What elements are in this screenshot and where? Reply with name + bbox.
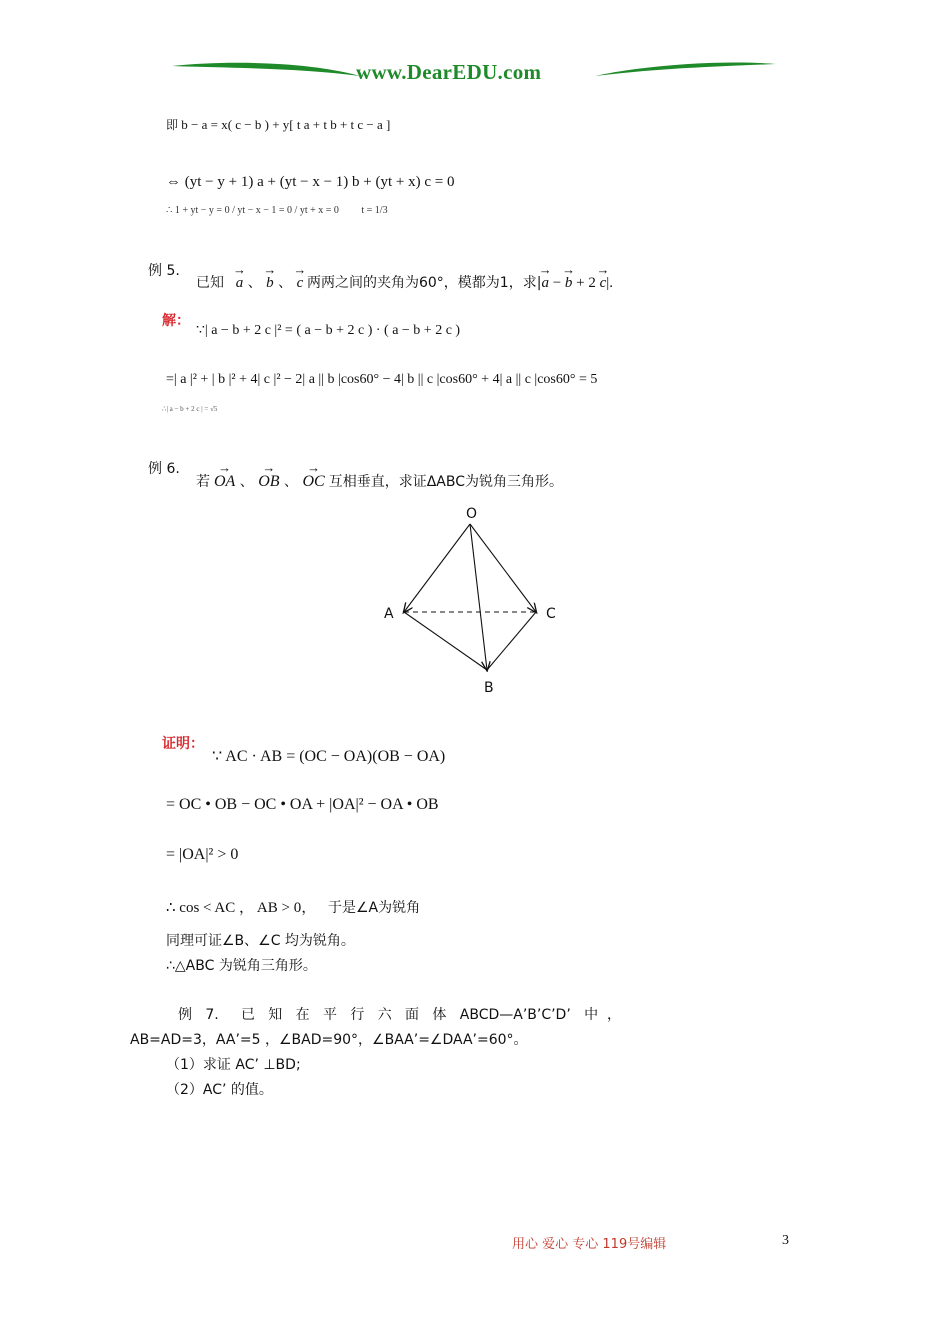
ex7-line1: 例 7. 已 知 在 平 行 六 面 体 ABCD—A’B’C’D’ 中 ，: [178, 1007, 622, 1023]
ex5-sol-line3: ∴| a − b + 2 c | = √5: [162, 405, 218, 413]
edge-AB: [404, 612, 487, 670]
header-site: www.DearEDU.com: [356, 60, 542, 84]
ex6-proof-line3: = |OA|² > 0: [166, 846, 239, 863]
ex5-label: 例 5.: [148, 263, 180, 279]
ex6-proof-line4: ∴ cos < AC ， AB > 0， 于是∠A为锐角: [166, 900, 421, 916]
vertex-O: O: [466, 506, 478, 522]
header-swoosh-left: [172, 63, 360, 76]
ex6-proof-line1: ∵ AC · AB = (OC − OA)(OB − OA): [212, 748, 446, 765]
top-line3: ∴ 1 + yt − y = 0 / yt − x − 1 = 0 / yt + x = 0 t = 1/3: [166, 205, 388, 216]
top-line1-eq: b − a = x( c − b ) + y[ t a + t b + t c − a ]: [181, 117, 391, 132]
ex6-statement: 若 → OA 、 → OB 、 → OC 互相垂直，求证ΔABC为锐角三角形。: [196, 471, 563, 491]
vertex-A: A: [384, 606, 394, 622]
ex7-line2: AB=AD=3，AA’=5 ，∠BAD=90°，∠BAA’=∠DAA’=60°。: [130, 1032, 528, 1048]
ex6-proof-line6: ∴△ABC 为锐角三角形。: [166, 958, 317, 974]
edge-OA: [404, 524, 470, 612]
edge-OB: [470, 524, 487, 670]
ex5-sol-line2: =| a |² + | b |² + 4| c |² − 2| a || b |cos60° − 4| b || c |cos60° + 4| a || c |cos60° = 5: [166, 372, 598, 387]
ex7-q1: （1）求证 AC’ ⊥BD;: [166, 1057, 301, 1073]
vertex-B: B: [484, 680, 494, 696]
ex7-q2: （2）AC’ 的值。: [166, 1082, 273, 1098]
ex5-solution-label: 解：: [162, 313, 190, 329]
footer-text: 用心 爱心 专心 119号编辑: [512, 1237, 667, 1252]
ex6-label: 例 6.: [148, 461, 180, 477]
top-line2: ⇔ (yt − y + 1) a + (yt − x − 1) b + (yt + x) c = 0: [166, 174, 455, 190]
top-line1: 即 b − a = x( c − b ) + y[ t a + t b + t c − a ]: [166, 117, 391, 132]
page-number: 3: [782, 1233, 789, 1248]
ex6-proof-line5: 同理可证∠B、∠C 均为锐角。: [166, 933, 355, 949]
ex5-sol-line1: ∵| a − b + 2 c |² = ( a − b + 2 c ) · ( a − b + 2 c ): [196, 323, 461, 338]
ex6-proof-label: 证明：: [162, 736, 204, 752]
ex6-proof-line2: = OC • OB − OC • OA + |OA|² − OA • OB: [166, 796, 439, 813]
tetrahedron-diagram: [370, 500, 580, 700]
ex5-statement: 已知 → a 、 → b 、 → c 两两之间的夹角为60°，模都为1，求|→ a − → b + 2 → c|.: [196, 272, 613, 292]
edge-OC: [470, 524, 536, 612]
edge-CB: [487, 612, 536, 670]
vertex-C: C: [546, 606, 556, 622]
header-swoosh-right: [595, 63, 776, 77]
